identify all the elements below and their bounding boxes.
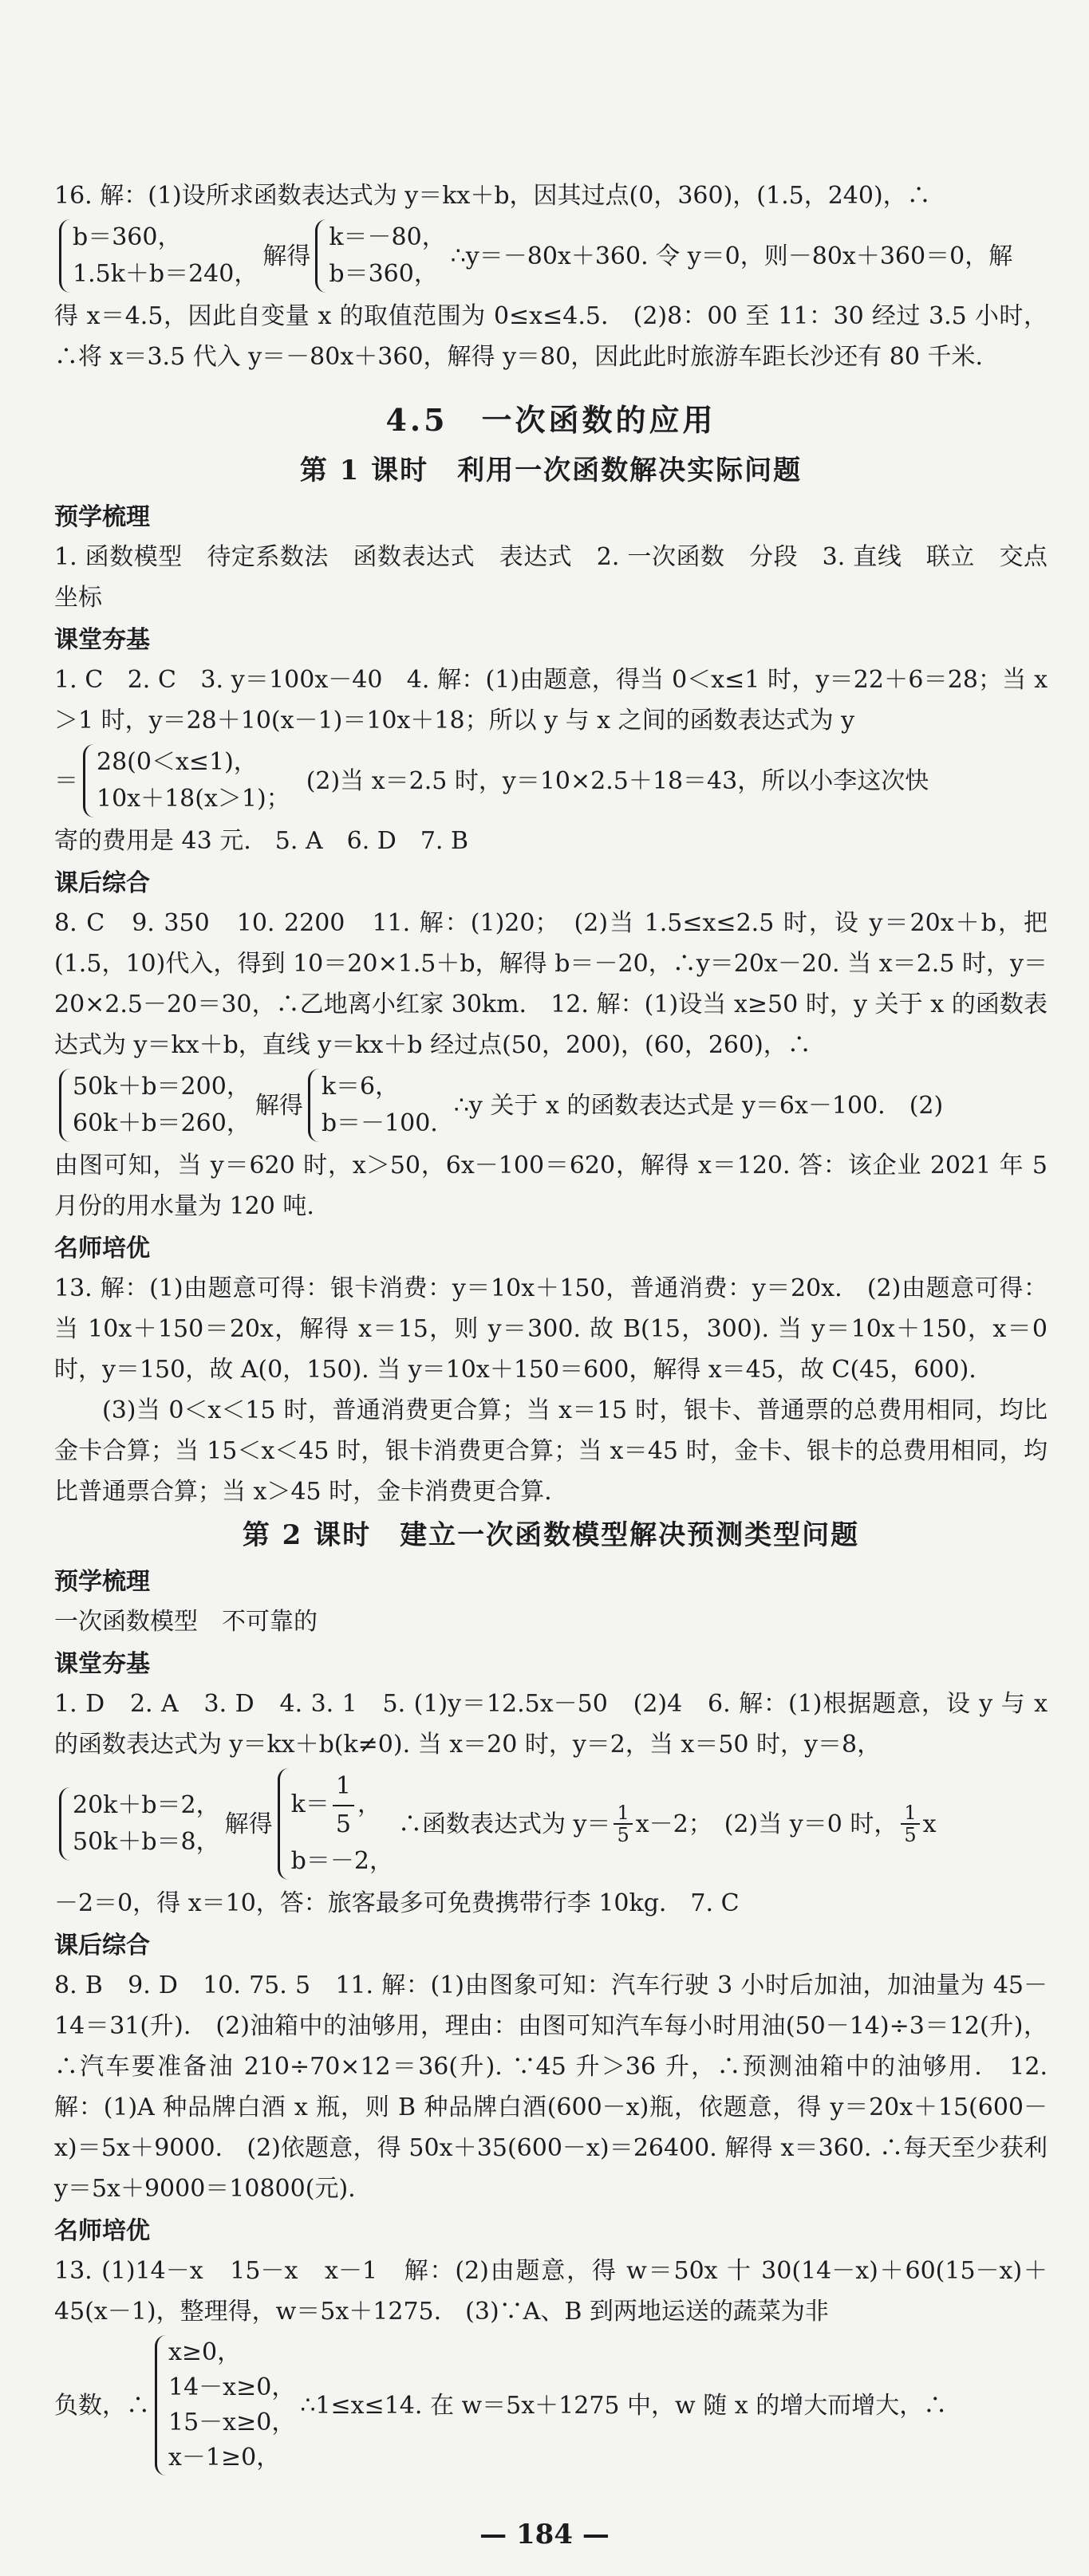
class-sys-post: (2)当 x＝2.5 时，y＝10×2.5＋18＝43，所以小李这次快 [306,766,929,795]
class-tail-b: x－2； (2)当 y＝0 时， [635,1810,898,1838]
q16-system-1 [59,219,258,293]
lesson-2-teacher-heading: 名师培优 [54,2217,150,2245]
q16-line1: 16. 解：(1)设所求函数表达式为 y＝kx＋b，因其过点(0，360)，(1.5，240)，∴ [54,182,931,210]
lesson-1-after-text: 8. C 9. 350 10. 2200 11. 解：(1)20； (2)当 1.5≤x≤2.5 时，设 y＝20x＋b，把(1.5，10)代入，得到 10＝20×1.5＋b，解得 b＝－20，∴y＝20x－20. 当 x＝2.5 时，y＝20×2.5－20＝30，∴乙地离小红家 30km. 12. 解：(1)设当 x≥50 时，y 关于 x 的函数表达式为 y＝kx＋b，直线 y＝kx＋b 经过点(50，200)，(60，260)，∴ [54,909,1048,1059]
lesson-1-class-system-line [54,741,1048,821]
equation: b＝360， [329,260,438,288]
lesson-1-after-heading: 课后综合 [54,869,150,897]
inequality: 15－x≥0， [168,2409,296,2436]
teacher-pre: 负数，∴ [54,2391,150,2420]
q16-rest: 得 x＝4.5，因此自变量 x 的取值范围为 0≤x≤4.5. (2)8：00 至 11：30 经过 3.5 小时，∴将 x＝3.5 代入 y＝－80x＋360，解得 y＝80，因此此时旅游车距长沙还有 80 千米. [54,302,1048,371]
after-system-2 [308,1069,438,1142]
lesson-2-after-heading: 课后综合 [54,1932,150,1960]
after-tail: ∴y 关于 x 的函数表达式是 y＝6x－100. (2) [453,1091,944,1120]
inequality: x－1≥0， [168,2444,281,2472]
equation: k＝ $\frac{1}{5}$ ， [291,1768,393,1843]
lesson-1-class-text: 1. C 2. C 3. y＝100x－40 4. 解：(1)由题意，得当 0＜x≤1 时，y＝22＋6＝28；当 x＞1 时，y＝28＋10(x－1)＝10x＋18；所以 y 与 x 之间的函数表达式为 y [54,666,1048,735]
lesson-1-teacher-text: 13. 解：(1)由题意可得：银卡消费：y＝10x＋150，普通消费：y＝20x. (2)由题意可得：当 10x＋150＝20x，解得 x＝15，则 y＝300. 故 B(15，300). 当 y＝10x＋150，x＝0 时，y＝150，故 A(0，150). 当 y＝10x＋150＝600，解得 x＝45，故 C(45，600). [54,1274,1048,1384]
lesson-1-after-end: 由图可知，当 y＝620 时，x＞50，6x－100＝620，解得 x＝120. 答：该企业 2021 年 5 月份的用水量为 120 吨. [54,1152,1048,1220]
lesson-2-preview-heading: 预学梳理 [54,1568,150,1596]
equation: k＝6， [321,1073,400,1101]
teacher-post: ∴1≤x≤14. 在 w＝5x＋1275 中，w 随 x 的增大而增大，∴ [300,2391,948,2420]
page-content [54,175,1048,2479]
q16-system-2 [315,219,445,293]
class-tail-c: x [922,1810,937,1838]
solve-label: 解得 [262,242,311,270]
lesson-1-class-end: 寄的费用是 43 元. 5. A 6. D 7. B [54,827,469,855]
piece: 10x＋18(x＞1)； [97,785,290,813]
equation: 20k＋b＝2， [73,1791,220,1819]
equation: 50k＋b＝200， [73,1073,251,1101]
after-system-1 [59,1069,251,1142]
lesson-2-class-end: －2＝0，得 x＝10，答：旅客最多可免费携带行李 10kg. 7. C [54,1889,740,1917]
class-tail-a: ∴函数表达式为 y＝ [397,1810,611,1838]
class-system-2 [278,1768,393,1880]
equation: b＝360， [73,223,182,251]
piece: 28(0＜x≤1)， [97,748,258,776]
inequality-system [155,2335,295,2476]
lesson-2-class-text: 1. D 2. A 3. D 4. 3. 1 5. (1)y＝12.5x－50 (2)4 6. 解：(1)根据题意，设 y 与 x 的函数表达式为 y＝kx＋b(k≠0). 当 x＝20 时，y＝2，当 x＝50 时，y＝8， [54,1690,1048,1759]
solve-label: 解得 [224,1810,273,1838]
lesson-2-after-text: 8. B 9. D 10. 75. 5 11. 解：(1)由图象可知：汽车行驶 3 小时后加油，加油量为 45－14＝31(升). (2)油箱中的油够用，理由：由图可知汽车每小时用油(50－14)÷3＝12(升)，∴汽车要准备油 210÷70×12＝36(升). ∵45 升＞36 升，∴预测油箱中的油够用. 12. 解：(1)A 种品牌白酒 x 瓶，则 B 种品牌白酒(600－x)瓶，依题意，得 y＝20x＋15(600－x)＝5x＋9000. (2)依题意，得 50x＋35(600－x)＝26400. 解得 x＝360. ∴每天至少获利 y＝5x＋9000＝10800(元). [54,1971,1048,2203]
fraction-one-fifth: $\frac{1}{5}$ [901,1802,919,1845]
lesson-1-class-heading: 课堂夯基 [54,626,150,654]
equation: b＝－100. [321,1109,438,1137]
inequality: x≥0， [168,2338,242,2366]
lesson-1-teacher-text-2: (3)当 0＜x＜15 时，普通消费更合算；当 x＝15 时，银卡、普通票的总费用相同，均比金卡合算；当 15＜x＜45 时，银卡消费更合算；当 x＝45 时，金卡、银卡的总费用相同，均比普通票合算；当 x＞45 时，金卡消费更合算. [54,1396,1048,1506]
q16-tail: ∴y＝－80x＋360. 令 y＝0，则－80x＋360＝0，解 [450,242,1013,270]
lesson-2-class-heading: 课堂夯基 [54,1650,150,1678]
equation: 1.5k＋b＝240， [73,260,258,288]
lesson-2-title: 第 2 课时 建立一次函数模型解决预测类型问题 [242,1519,860,1551]
equation: b＝－2， [290,1847,393,1875]
page-number: — 184 — [479,2519,610,2550]
lesson-2-preview: 一次函数模型 不可靠的 [54,1608,318,1636]
lesson-2-class-system-line [54,1765,1048,1883]
section-title: 4.5 一次函数的应用 [385,402,716,438]
fraction-one-fifth: $\frac{1}{5}$ [614,1802,632,1845]
inequality: 14－x≥0， [168,2373,296,2401]
lesson-1-after-system-line [54,1065,1048,1145]
lesson-2-teacher-system-line [54,2332,1048,2479]
equals-sign: ＝ [54,766,78,795]
lesson-2-teacher-text: 13. (1)14－x 15－x x－1 解：(2)由题意，得 w＝50x 十 30(14－x)＋60(15－x)＋45(x－1)，整理得，w＝5x＋1275. (3)∵A、B 到两地运送的蔬菜为非 [54,2257,1048,2326]
fraction-one-fifth: $\frac{1}{5}$ [333,1768,354,1843]
equation: k＝－80， [329,223,446,251]
q16-system-line [54,216,1048,296]
lesson-1-teacher-heading: 名师培优 [54,1235,150,1262]
class-system-1 [59,1787,220,1861]
lesson-1-title: 第 1 课时 利用一次函数解决实际问题 [299,455,803,486]
equation: 50k＋b＝8， [73,1828,220,1856]
lesson-1-preview-heading: 预学梳理 [54,503,150,531]
solve-label: 解得 [254,1091,303,1120]
piecewise-brace [83,744,290,817]
equation: 60k＋b＝260， [73,1109,251,1137]
lesson-1-preview: 1. 函数模型 待定系数法 函数表达式 表达式 2. 一次函数 分段 3. 直线 联立 交点坐标 [54,543,1048,612]
